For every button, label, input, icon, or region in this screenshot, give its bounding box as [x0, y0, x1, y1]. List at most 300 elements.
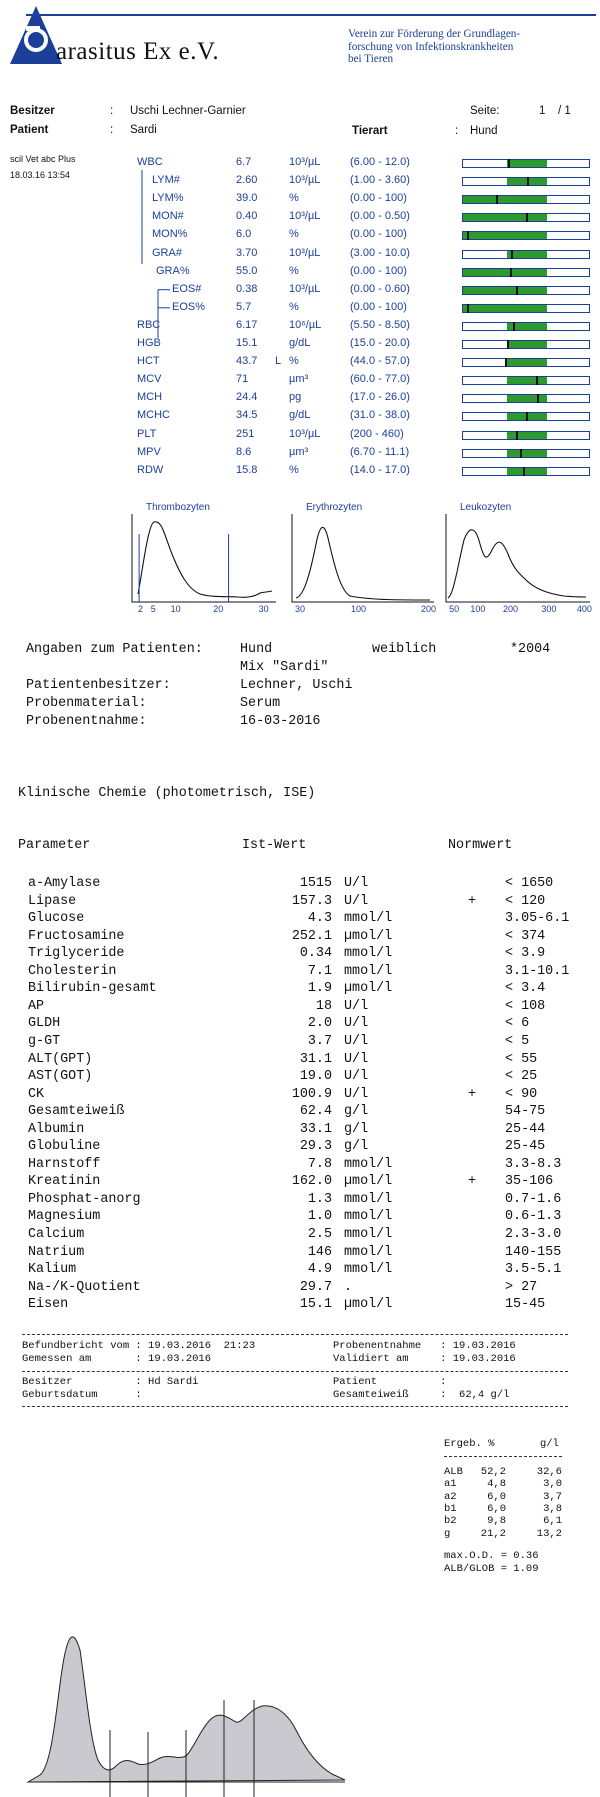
- sample-material-label: Probenmaterial:: [26, 696, 147, 711]
- chem-norm: 54-75: [505, 1104, 546, 1120]
- electro-gl: 32,6: [536, 1466, 562, 1478]
- chem-param: Kreatinin: [28, 1174, 101, 1190]
- value-marker: [520, 449, 522, 458]
- hema-param-name: RBC: [137, 318, 161, 331]
- hema-range-bar: [462, 159, 590, 168]
- value-marker: [526, 213, 528, 222]
- hema-param-name: PLT: [137, 427, 157, 440]
- chem-norm: 0.7-1.6: [505, 1191, 562, 1207]
- page-number: 1: [539, 105, 546, 117]
- chem-header-param: Parameter: [18, 838, 91, 853]
- value-marker: [516, 431, 518, 440]
- chem-param: Calcium: [28, 1227, 85, 1242]
- hema-param-value: 0.38: [236, 282, 258, 295]
- hema-range: (60.0 - 77.0): [350, 373, 410, 386]
- electro-percent: 9,8: [487, 1515, 506, 1528]
- chem-unit: mmol/l: [344, 911, 393, 927]
- hema-unit: %: [289, 355, 299, 368]
- chem-value: 29.7: [299, 1279, 332, 1295]
- chem-unit: µmol/l: [344, 981, 393, 997]
- chem-param: Glucose: [28, 911, 85, 927]
- hema-range: (0.00 - 100): [350, 264, 407, 277]
- hema-param-name: LYM%: [152, 192, 184, 205]
- value-marker: [536, 376, 538, 385]
- hema-param-value: 71: [236, 373, 249, 386]
- chem-norm: < 25: [505, 1069, 538, 1085]
- electro-gl: 3,0: [543, 1478, 562, 1491]
- hema-param-value: 6.17: [236, 318, 258, 331]
- divider: [22, 1371, 568, 1372]
- chem-unit: µmol/l: [344, 1297, 393, 1313]
- hema-param-name: MPV: [137, 445, 161, 458]
- value-marker: [508, 159, 510, 168]
- owner-label-2: Patientenbesitzer:: [26, 678, 171, 693]
- report-total-protein: Gesamteiweiß : 62,4 g/l: [333, 1389, 510, 1401]
- histogram-axis: [446, 514, 590, 602]
- hema-param-value: 6.7: [236, 156, 252, 168]
- range-fill: [463, 214, 547, 221]
- chem-norm: 15-45: [505, 1297, 546, 1313]
- range-fill: [507, 341, 547, 348]
- histogram-plot: [444, 514, 592, 610]
- chem-param: Na-/K-Quotient: [28, 1279, 141, 1295]
- histogram-curve: [296, 527, 430, 600]
- value-marker: [496, 195, 498, 204]
- chem-norm: 25-44: [505, 1121, 546, 1137]
- chem-param: AP: [28, 998, 45, 1014]
- page-total: / 1: [558, 105, 571, 117]
- histogram-tick: 10: [170, 604, 181, 614]
- chem-unit: mmol/l: [344, 1227, 393, 1242]
- chem-unit: µmol/l: [344, 928, 393, 944]
- hema-unit: 10³/µL: [289, 156, 321, 168]
- chem-norm: 140-155: [505, 1244, 562, 1260]
- hema-param-name: RDW: [137, 463, 164, 476]
- chem-norm: < 120: [505, 893, 546, 909]
- divider: [22, 1406, 568, 1407]
- patient-breed: Mix "Sardi": [240, 660, 329, 675]
- chem-value: 157.3: [291, 893, 332, 909]
- histogram-title: Thrombozyten: [146, 502, 210, 513]
- hema-param-value: 55.0: [236, 264, 258, 277]
- chem-norm: < 55: [505, 1051, 538, 1067]
- chem-value: 29.3: [299, 1139, 332, 1155]
- patient-sex: weiblich: [372, 642, 437, 657]
- chem-norm: < 90: [505, 1086, 538, 1102]
- alb-glob-ratio: ALB/GLOB = 1.09: [444, 1563, 539, 1575]
- histogram-curve: [448, 530, 586, 598]
- hema-unit: g/dL: [289, 337, 311, 349]
- org-name: Verein zur Förderung der Grundlagen- forschung von Infektionskrankheiten bei Tieren: [348, 28, 521, 65]
- chem-value: 62.4: [299, 1104, 332, 1120]
- hema-range-bar: [462, 449, 590, 458]
- hema-param-name: LYM#: [152, 174, 180, 187]
- chem-param: Phosphat-anorg: [28, 1191, 141, 1207]
- chem-param: Harnstoff: [28, 1156, 101, 1172]
- range-fill: [507, 160, 547, 167]
- chem-flag: +: [468, 893, 477, 909]
- hema-range: (0.00 - 100): [350, 300, 407, 313]
- hema-param-value: 39.0: [236, 192, 258, 205]
- hema-range-bar: [462, 412, 590, 421]
- hema-param-value: 2.60: [236, 174, 258, 187]
- chem-norm: < 5: [505, 1033, 530, 1049]
- chem-unit: U/l: [344, 876, 369, 891]
- hema-range-bar: [462, 213, 590, 222]
- hema-unit: 10³/µL: [289, 282, 321, 295]
- hema-range: (15.0 - 20.0): [350, 337, 410, 349]
- range-fill: [507, 251, 547, 258]
- chem-norm: < 374: [505, 928, 546, 944]
- hema-range: (6.00 - 12.0): [350, 156, 410, 168]
- histogram-tick: 50: [449, 604, 460, 614]
- hema-param-value: 15.1: [236, 337, 258, 349]
- value-marker: [523, 467, 525, 476]
- chem-param: Cholesterin: [28, 963, 117, 979]
- chem-unit: g/l: [344, 1139, 369, 1155]
- chem-param: AST(GOT): [28, 1069, 93, 1085]
- hema-range: (1.00 - 3.60): [350, 174, 410, 187]
- chem-unit: U/l: [344, 893, 369, 909]
- sample-material-value: Serum: [240, 696, 281, 711]
- hema-unit: 10³/µL: [289, 210, 321, 223]
- chem-value: 4.3: [307, 911, 332, 927]
- electro-percent: 52,2: [480, 1466, 506, 1478]
- histogram-tick: 30: [258, 604, 269, 614]
- chem-value: 31.1: [299, 1051, 332, 1067]
- chem-value: 252.1: [291, 928, 332, 944]
- chem-value: 2.5: [307, 1227, 332, 1242]
- chem-flag: +: [468, 1174, 477, 1190]
- species-label: Tierart: [352, 125, 388, 137]
- hema-range: (0.00 - 100): [350, 228, 407, 241]
- hema-range-bar: [462, 431, 590, 440]
- chem-value: 18: [315, 998, 332, 1014]
- chem-param: Gesamteiweiß: [28, 1104, 125, 1120]
- hema-param-value: 5.7: [236, 300, 252, 313]
- chem-unit: mmol/l: [344, 963, 393, 979]
- device-name: scil Vet abc Plus: [10, 154, 76, 164]
- chem-norm: 3.3-8.3: [505, 1156, 562, 1172]
- chem-param: Albumin: [28, 1121, 85, 1137]
- hema-range-bar: [462, 231, 590, 240]
- hema-range-bar: [462, 322, 590, 331]
- value-marker: [467, 304, 469, 313]
- range-fill: [463, 269, 547, 276]
- chem-unit: U/l: [344, 1086, 369, 1102]
- patient-label: Patient: [10, 124, 49, 136]
- patient-species: Hund: [240, 642, 273, 657]
- hema-range-bar: [462, 268, 590, 277]
- hema-param-name: EOS#: [172, 282, 202, 295]
- value-marker: [513, 322, 515, 331]
- chem-unit: g/l: [344, 1121, 369, 1137]
- chem-value: 3.7: [307, 1033, 332, 1049]
- chem-unit: mmol/l: [344, 946, 393, 962]
- chem-norm: 2.3-3.0: [505, 1227, 562, 1242]
- hema-range-bar: [462, 358, 590, 367]
- chem-norm: < 108: [505, 998, 546, 1014]
- chem-norm: 3.05-6.1: [505, 911, 570, 927]
- hema-param-value: 15.8: [236, 463, 258, 476]
- hema-param-name: MCHC: [137, 409, 170, 422]
- chem-value: 19.0: [299, 1069, 332, 1085]
- hema-range-bar: [462, 376, 590, 385]
- chem-param: CK: [28, 1086, 45, 1102]
- hema-unit: %: [289, 192, 299, 205]
- range-fill: [507, 359, 547, 366]
- hema-param-value: 251: [236, 427, 255, 440]
- chem-value: 7.8: [307, 1156, 332, 1172]
- electro-fraction: ALB: [444, 1466, 463, 1478]
- histogram-tick: 200: [421, 604, 437, 614]
- electro-fraction: a2: [444, 1490, 457, 1503]
- chem-param: Globuline: [28, 1139, 101, 1155]
- histogram-plot: [130, 514, 278, 610]
- hema-range: (6.70 - 11.1): [350, 445, 410, 458]
- histogram-tick: 200: [503, 604, 519, 614]
- divider: [22, 1334, 568, 1335]
- chem-flag: +: [468, 1086, 477, 1102]
- report-date: Befundbericht vom : 19.03.2016 21:23: [22, 1340, 256, 1352]
- hema-range: (44.0 - 57.0): [350, 355, 410, 368]
- range-fill: [463, 196, 547, 203]
- chem-value: 2.0: [307, 1016, 332, 1032]
- chem-value: 33.1: [299, 1121, 332, 1137]
- tree-lines: [136, 170, 196, 340]
- chem-unit: mmol/l: [344, 1209, 393, 1225]
- hema-range: (0.00 - 0.60): [350, 282, 410, 295]
- range-fill: [507, 432, 547, 439]
- measure-datetime: 18.03.16 13:54: [10, 170, 71, 180]
- hema-range: (5.50 - 8.50): [350, 318, 410, 331]
- chem-norm: > 27: [505, 1279, 538, 1295]
- value-marker: [505, 358, 507, 367]
- range-fill: [507, 395, 547, 402]
- chem-unit: .: [344, 1279, 353, 1295]
- electro-gl: 3,7: [543, 1490, 562, 1503]
- electro-fraction: b1: [444, 1502, 457, 1515]
- chem-unit: mmol/l: [344, 1262, 393, 1278]
- max-od: max.O.D. = 0.36: [444, 1550, 539, 1562]
- histogram-tick: 20: [213, 604, 224, 614]
- range-fill: [507, 468, 547, 475]
- chem-norm: < 1650: [505, 876, 554, 891]
- value-marker: [467, 231, 469, 240]
- electro-percent: 6,0: [487, 1502, 506, 1515]
- value-marker: [537, 394, 539, 403]
- chem-value: 4.9: [307, 1262, 332, 1278]
- electro-fraction: a1: [444, 1478, 457, 1491]
- hema-param-value: 43.7: [236, 355, 258, 368]
- hema-unit: g/dL: [289, 409, 311, 422]
- chem-unit: U/l: [344, 1033, 369, 1049]
- chem-value: 1.0: [307, 1209, 332, 1225]
- chem-norm: 0.6-1.3: [505, 1209, 562, 1225]
- hema-unit: %: [289, 463, 299, 476]
- histogram-curve: [138, 522, 272, 597]
- chem-norm: < 6: [505, 1016, 530, 1032]
- electro-percent: 4,8: [487, 1478, 506, 1491]
- hema-param-value: 24.4: [236, 391, 258, 404]
- range-fill: [507, 377, 547, 384]
- hema-param-name: MCH: [137, 391, 163, 404]
- hema-param-name: MON#: [152, 210, 184, 223]
- histogram-tick: 300: [541, 604, 557, 614]
- histogram-tick: 2: [137, 604, 143, 614]
- range-fill: [463, 287, 547, 294]
- logo-text: arasitus Ex e.V.: [56, 38, 220, 65]
- hema-param-name: MCV: [137, 373, 162, 386]
- owner-label: Besitzer: [10, 105, 55, 117]
- hema-range-bar: [462, 467, 590, 476]
- chem-unit: mmol/l: [344, 1156, 393, 1172]
- chem-value: 15.1: [299, 1297, 332, 1313]
- hema-unit: 10³/µL: [289, 246, 321, 259]
- chem-value: 1.9: [307, 981, 332, 997]
- sample-date-value: 16-03-2016: [240, 714, 321, 729]
- header-rule: [26, 14, 596, 16]
- chem-value: 1515: [299, 876, 332, 891]
- electro-percent: 21,2: [480, 1527, 506, 1540]
- hema-range-bar: [462, 304, 590, 313]
- chem-norm: < 3.4: [505, 981, 546, 997]
- histogram-axis: [132, 514, 276, 602]
- chem-param: Kalium: [28, 1262, 77, 1278]
- hema-range-bar: [462, 286, 590, 295]
- chem-unit: U/l: [344, 1051, 369, 1067]
- page-label: Seite:: [470, 105, 500, 117]
- electro-header-percent: Ergeb. %: [444, 1438, 495, 1450]
- patient-value: Sardi: [130, 124, 157, 136]
- electro-percent: 6,0: [487, 1490, 506, 1503]
- electrophoresis-curve: [0, 1590, 600, 1797]
- range-fill: [507, 450, 547, 457]
- chem-param: Triglyceride: [28, 946, 125, 962]
- chem-unit: U/l: [344, 1069, 369, 1085]
- measured-date: Gemessen am : 19.03.2016: [22, 1353, 212, 1365]
- electro-header-gl: g/l: [540, 1438, 559, 1450]
- value-marker: [526, 412, 528, 421]
- chem-header-norm: Normwert: [448, 838, 513, 853]
- hema-param-value: 6.0: [236, 228, 252, 241]
- hema-range-bar: [462, 394, 590, 403]
- chem-param: Eisen: [28, 1297, 69, 1313]
- patient-details-label: Angaben zum Patienten:: [26, 642, 203, 657]
- hema-unit: µm³: [289, 445, 309, 458]
- electro-gl: 3,8: [543, 1502, 562, 1515]
- chem-param: Natrium: [28, 1244, 85, 1260]
- hema-param-name: WBC: [137, 156, 163, 168]
- species-value: Hund: [470, 125, 498, 137]
- chem-value: 146: [307, 1244, 332, 1260]
- hema-range-bar: [462, 195, 590, 204]
- hema-range-bar: [462, 340, 590, 349]
- value-marker: [516, 286, 518, 295]
- report-owner: Besitzer : Hd Sardi: [22, 1376, 199, 1388]
- histogram-tick: 30: [295, 604, 306, 614]
- histogram-tick: 400: [576, 604, 592, 614]
- histogram-tick: 100: [351, 604, 367, 614]
- hema-param-value: 0.40: [236, 210, 258, 223]
- chem-unit: µmol/l: [344, 1174, 393, 1190]
- owner-value: Uschi Lechner-Garnier: [130, 105, 246, 117]
- hema-unit: µm³: [289, 373, 309, 386]
- hema-unit: 10³/µL: [289, 174, 321, 187]
- electro-gl: 13,2: [536, 1527, 562, 1540]
- hema-range: (31.0 - 38.0): [350, 409, 410, 422]
- chem-unit: U/l: [344, 1016, 369, 1032]
- chem-param: a-Amylase: [28, 876, 101, 891]
- chem-value: 162.0: [291, 1174, 332, 1190]
- chem-unit: mmol/l: [344, 1191, 393, 1207]
- sample-date-label: Probenentnahme:: [26, 714, 147, 729]
- hema-unit: %: [289, 228, 299, 241]
- chem-value: 0.34: [299, 946, 332, 962]
- chem-norm: 3.1-10.1: [505, 963, 570, 979]
- chem-value: 7.1: [307, 963, 332, 979]
- hema-range: (200 - 460): [350, 427, 404, 440]
- report-patient: Patient :: [333, 1376, 447, 1388]
- hema-param-name: GRA%: [156, 264, 190, 277]
- histogram-title: Erythrozyten: [306, 502, 363, 513]
- chem-title: Klinische Chemie (photometrisch, ISE): [18, 786, 316, 801]
- owner-value-2: Lechner, Uschi: [240, 678, 353, 693]
- chem-param: Lipase: [28, 893, 77, 909]
- range-fill: [463, 232, 547, 239]
- patient-birth: *2004: [510, 642, 551, 657]
- hema-range: (14.0 - 17.0): [350, 463, 410, 476]
- chem-unit: g/l: [344, 1104, 369, 1120]
- hema-param-value: 34.5: [236, 409, 258, 422]
- histogram-title: Leukozyten: [460, 502, 512, 513]
- hema-param-name: HGB: [137, 337, 161, 349]
- hema-unit: 10⁶/µL: [289, 318, 322, 331]
- validated-date: Validiert am : 19.03.2016: [333, 1353, 516, 1365]
- chem-param: Fructosamine: [28, 928, 125, 944]
- hema-param-value: 8.6: [236, 445, 252, 458]
- sample-taken: Probenentnahme : 19.03.2016: [333, 1340, 516, 1352]
- chem-header-value: Ist-Wert: [242, 838, 307, 853]
- chem-norm: 3.5-5.1: [505, 1262, 562, 1278]
- hema-range-bar: [462, 177, 590, 186]
- hema-param-name: EOS%: [172, 300, 206, 313]
- hema-param-name: GRA#: [152, 246, 182, 259]
- histogram-plot: [290, 514, 436, 610]
- histogram-tick: 100: [470, 604, 486, 614]
- chem-param: GLDH: [28, 1016, 61, 1032]
- value-marker: [527, 177, 529, 186]
- value-marker: [510, 268, 512, 277]
- hema-param-name: HCT: [137, 355, 160, 368]
- hema-flag: L: [275, 355, 282, 368]
- chem-param: ALT(GPT): [28, 1051, 93, 1067]
- chem-value: 1.3: [307, 1191, 332, 1207]
- hema-range: (0.00 - 100): [350, 192, 407, 205]
- chem-param: Magnesium: [28, 1209, 101, 1225]
- chem-value: 100.9: [291, 1086, 332, 1102]
- chem-norm: 25-45: [505, 1139, 546, 1155]
- report-birthdate: Geburtsdatum :: [22, 1389, 142, 1401]
- electro-fraction: b2: [444, 1515, 457, 1528]
- electro-gl: 6,1: [543, 1515, 562, 1528]
- divider: [444, 1456, 562, 1457]
- hema-param-name: MON%: [152, 228, 188, 241]
- chem-norm: 35-106: [505, 1174, 554, 1190]
- hema-unit: 10³/µL: [289, 427, 321, 440]
- hema-unit: %: [289, 264, 299, 277]
- chem-param: Bilirubin-gesamt: [28, 981, 157, 997]
